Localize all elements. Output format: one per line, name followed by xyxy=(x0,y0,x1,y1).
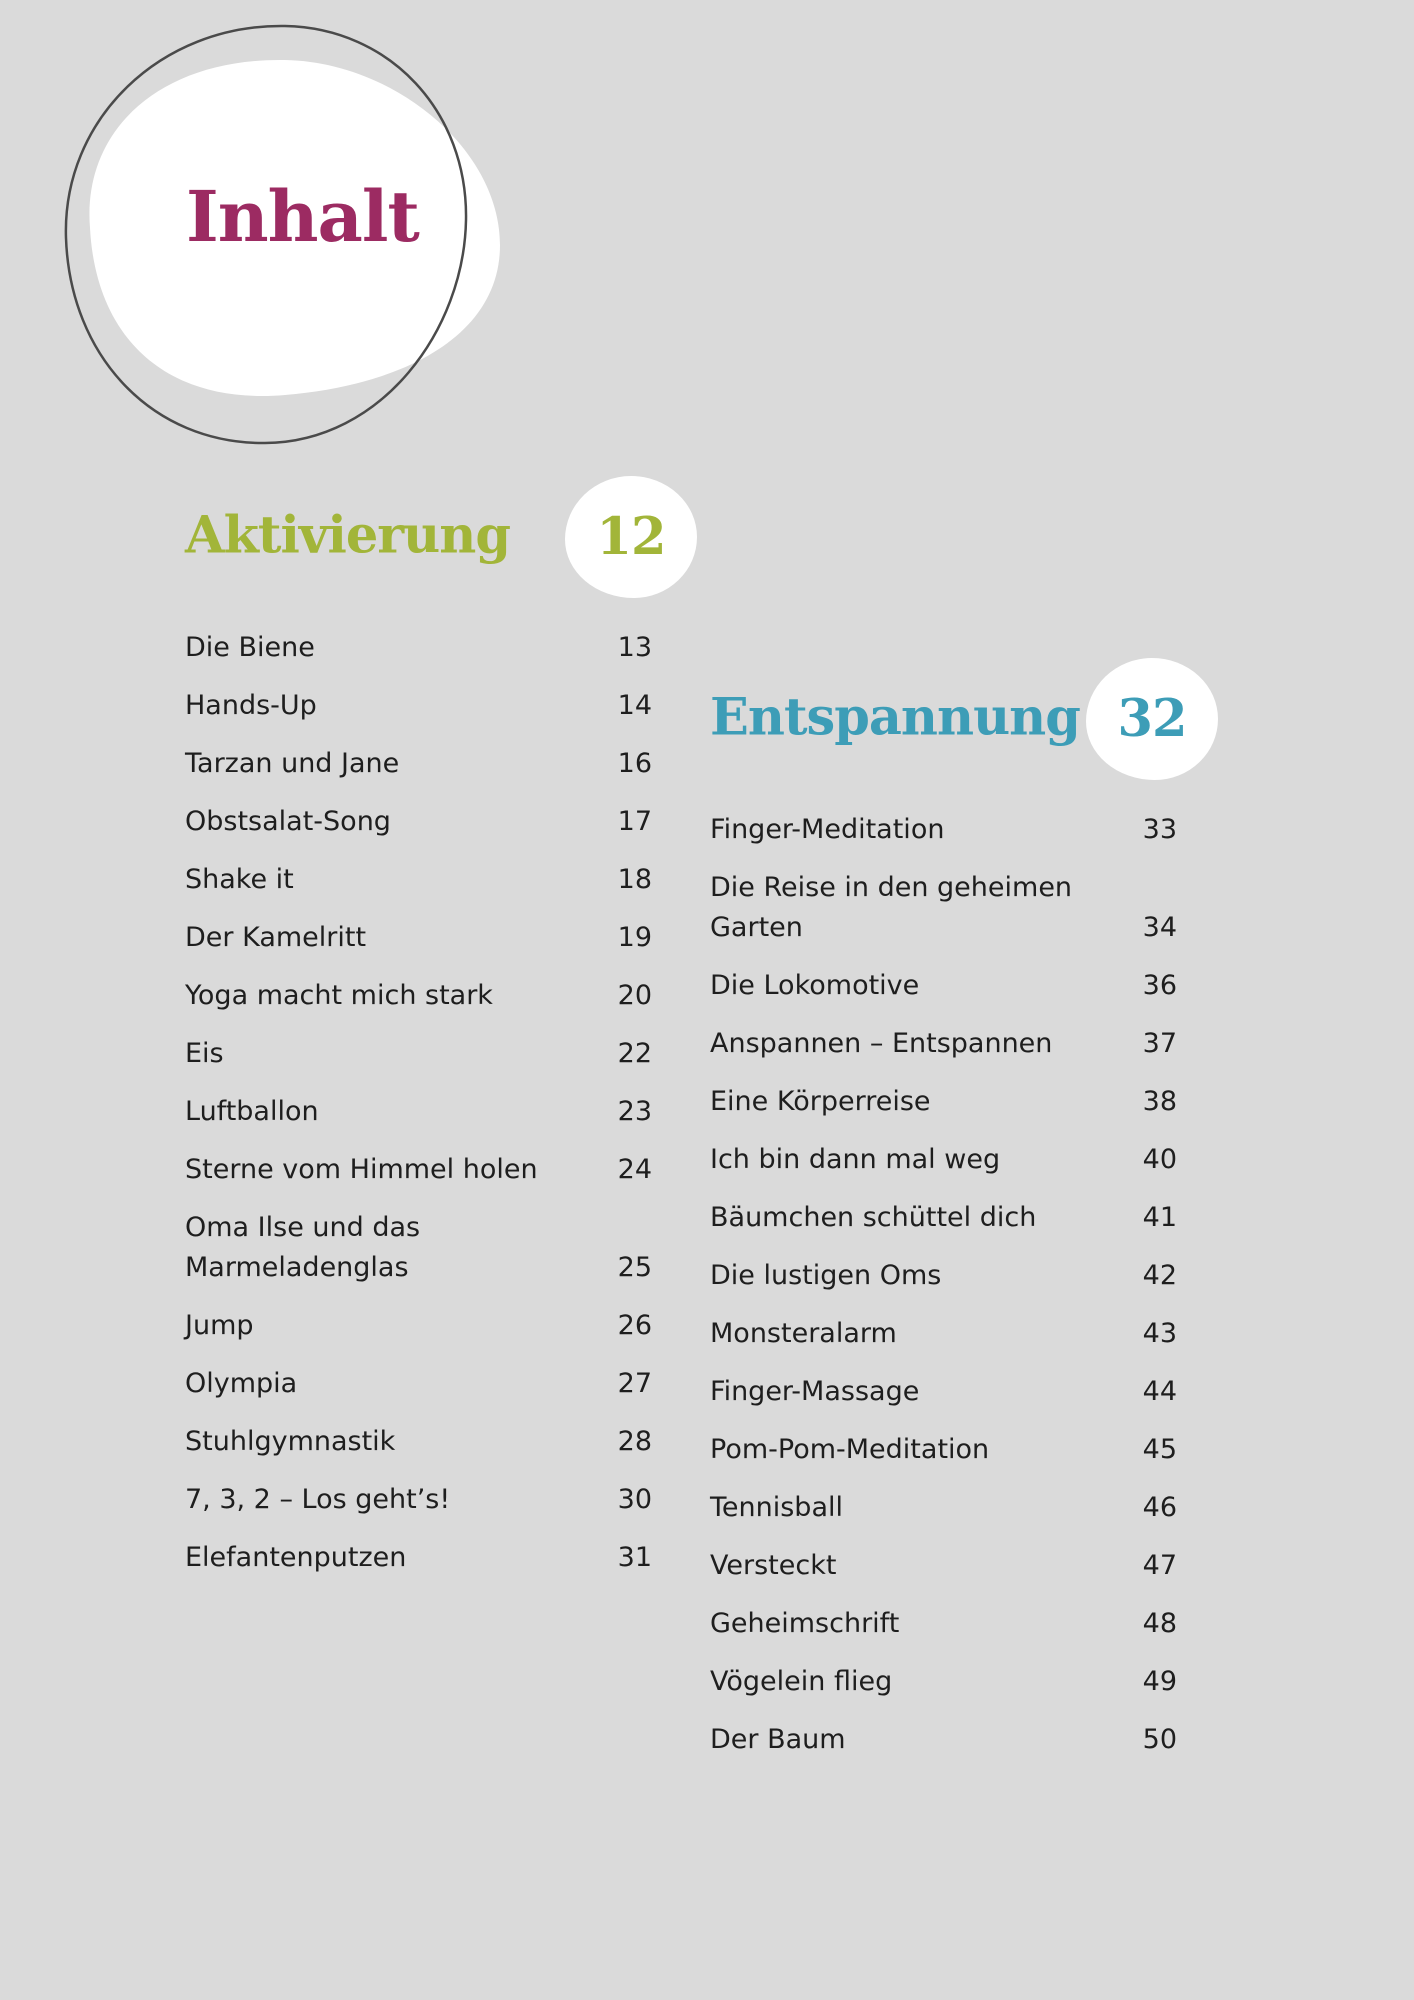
toc-entry[interactable] xyxy=(185,1208,652,1306)
toc-entry[interactable] xyxy=(185,860,652,918)
toc-entry-page: 14 xyxy=(617,690,652,721)
toc-entry-title: 7, 3, 2 – Los geht’s! xyxy=(185,1484,451,1515)
toc-entry-page: 47 xyxy=(1142,1550,1177,1581)
toc-entry-page: 13 xyxy=(617,632,652,663)
toc-entry[interactable] xyxy=(710,1720,1177,1778)
toc-entry-title: Der Baum xyxy=(710,1724,846,1755)
toc-entry[interactable] xyxy=(185,744,652,802)
toc-entry[interactable] xyxy=(185,1034,652,1092)
toc-entry[interactable] xyxy=(185,1364,652,1422)
toc-entry-page: 46 xyxy=(1142,1492,1177,1523)
toc-entry-title: Pom-Pom-Meditation xyxy=(710,1434,990,1465)
toc-entry-title: Der Kamelritt xyxy=(185,922,367,953)
toc-entry[interactable] xyxy=(185,1092,652,1150)
toc-entry[interactable] xyxy=(710,1488,1177,1546)
toc-entry-page: 42 xyxy=(1142,1260,1177,1291)
toc-entry-title: Yoga macht mich stark xyxy=(185,980,493,1011)
toc-entry-page: 30 xyxy=(617,1484,652,1515)
section-page-badge-aktivierung xyxy=(565,476,697,598)
toc-entry-page: 40 xyxy=(1142,1144,1177,1175)
toc-entry-title: Olympia xyxy=(185,1368,298,1399)
section-header-aktivierung xyxy=(185,476,700,596)
toc-entry-title: Finger-Massage xyxy=(710,1376,920,1407)
section-header-entspannung xyxy=(710,658,1220,778)
toc-entry-title: Bäumchen schüttel dich xyxy=(710,1202,1037,1233)
toc-entry[interactable] xyxy=(710,966,1177,1024)
section-page-number-aktivierung: 12 xyxy=(596,507,666,567)
toc-entry[interactable] xyxy=(185,1538,652,1596)
toc-entry-page: 49 xyxy=(1142,1666,1177,1697)
toc-entry-title: Shake it xyxy=(185,864,294,895)
toc-entry-title: Eine Körperreise xyxy=(710,1086,931,1117)
page-title: Inhalt xyxy=(186,175,419,258)
toc-entry-title: Hands-Up xyxy=(185,690,317,721)
toc-entry-title: Obstsalat-Song xyxy=(185,806,391,837)
toc-entry-page: 41 xyxy=(1142,1202,1177,1233)
toc-entry[interactable] xyxy=(710,1430,1177,1488)
toc-entry-title: Elefantenputzen xyxy=(185,1542,407,1573)
toc-entry-title: Eis xyxy=(185,1038,224,1069)
toc-entry-page: 27 xyxy=(617,1368,652,1399)
toc-entry-page: 37 xyxy=(1142,1028,1177,1059)
section-title-entspannung: Entspannung xyxy=(710,687,1080,748)
toc-entry-title: Ich bin dann mal weg xyxy=(710,1144,1001,1175)
toc-entry[interactable] xyxy=(185,918,652,976)
toc-entry[interactable] xyxy=(710,1314,1177,1372)
toc-entry[interactable] xyxy=(185,1422,652,1480)
toc-entry-page: 23 xyxy=(617,1096,652,1127)
toc-entry-title: Luftballon xyxy=(185,1096,319,1127)
toc-entry-title: Stuhlgymnastik xyxy=(185,1426,396,1457)
toc-entry[interactable] xyxy=(710,1140,1177,1198)
toc-entry-title: Sterne vom Himmel holen xyxy=(185,1154,538,1185)
toc-entry-page: 19 xyxy=(617,922,652,953)
toc-entry-page: 31 xyxy=(617,1542,652,1573)
toc-list-entspannung xyxy=(710,810,1177,1778)
toc-entry-title: Geheimschrift xyxy=(710,1608,900,1639)
toc-entry-page: 36 xyxy=(1142,970,1177,1001)
toc-entry[interactable] xyxy=(185,1150,652,1208)
toc-entry-title: Vögelein flieg xyxy=(710,1666,893,1697)
toc-entry[interactable] xyxy=(185,1306,652,1364)
section-page-badge-entspannung xyxy=(1086,658,1218,780)
toc-entry[interactable] xyxy=(710,1662,1177,1720)
toc-entry-page: 28 xyxy=(617,1426,652,1457)
toc-entry-title: Anspannen – Entspannen xyxy=(710,1028,1053,1059)
toc-entry[interactable] xyxy=(710,810,1177,868)
toc-entry-page: 43 xyxy=(1142,1318,1177,1349)
toc-entry[interactable] xyxy=(710,868,1177,966)
toc-entry-title: Die Reise in den geheimen Garten xyxy=(710,872,1073,943)
toc-entry-page: 24 xyxy=(617,1154,652,1185)
toc-entry[interactable] xyxy=(185,686,652,744)
toc-entry[interactable] xyxy=(185,976,652,1034)
toc-entry-title: Die Lokomotive xyxy=(710,970,920,1001)
toc-entry-page: 26 xyxy=(617,1310,652,1341)
toc-entry[interactable] xyxy=(185,802,652,860)
toc-entry-page: 16 xyxy=(617,748,652,779)
toc-entry[interactable] xyxy=(710,1546,1177,1604)
toc-entry-title: Die lustigen Oms xyxy=(710,1260,942,1291)
toc-entry[interactable] xyxy=(710,1372,1177,1430)
toc-entry-page: 33 xyxy=(1142,814,1177,845)
section-title-aktivierung: Aktivierung xyxy=(185,505,510,566)
toc-entry-page: 50 xyxy=(1142,1724,1177,1755)
section-page-number-entspannung: 32 xyxy=(1117,689,1187,749)
toc-entry-title: Finger-Meditation xyxy=(710,814,945,845)
toc-entry-title: Oma Ilse und das Marmeladenglas xyxy=(185,1212,421,1283)
toc-entry[interactable] xyxy=(710,1024,1177,1082)
toc-entry[interactable] xyxy=(710,1256,1177,1314)
toc-entry[interactable] xyxy=(710,1604,1177,1662)
toc-entry-title: Die Biene xyxy=(185,632,315,663)
toc-entry[interactable] xyxy=(185,1480,652,1538)
toc-entry-page: 44 xyxy=(1142,1376,1177,1407)
toc-entry[interactable] xyxy=(710,1082,1177,1140)
toc-entry-page: 18 xyxy=(617,864,652,895)
toc-entry-page: 48 xyxy=(1142,1608,1177,1639)
toc-entry[interactable] xyxy=(185,628,652,686)
toc-entry-page: 22 xyxy=(617,1038,652,1069)
toc-entry-page: 45 xyxy=(1142,1434,1177,1465)
toc-list-aktivierung xyxy=(185,628,652,1596)
toc-entry-title: Tennisball xyxy=(710,1492,843,1523)
toc-entry-page: 20 xyxy=(617,980,652,1011)
toc-entry-title: Tarzan und Jane xyxy=(185,748,400,779)
toc-entry-page: 34 xyxy=(1142,912,1177,943)
toc-entry-page: 25 xyxy=(617,1252,652,1283)
toc-entry-page: 38 xyxy=(1142,1086,1177,1117)
toc-entry-title: Monsteralarm xyxy=(710,1318,897,1349)
toc-entry-page: 17 xyxy=(617,806,652,837)
toc-entry-title: Versteckt xyxy=(710,1550,837,1581)
toc-entry-title: Jump xyxy=(185,1310,254,1341)
toc-entry[interactable] xyxy=(710,1198,1177,1256)
